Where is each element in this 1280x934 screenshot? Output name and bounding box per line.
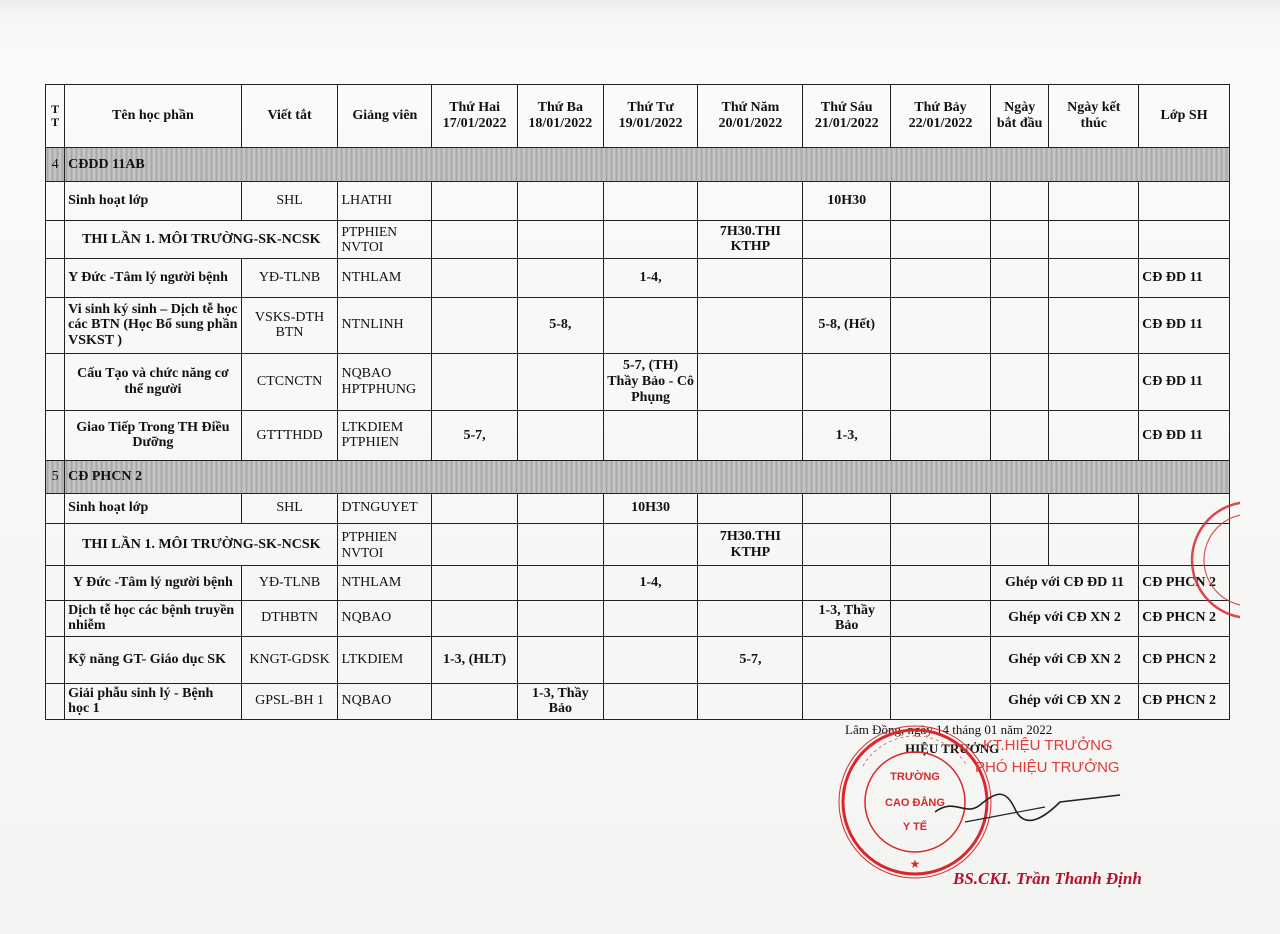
thu-cell: 5-7, (698, 637, 803, 683)
abbr-cell: CTCNCTN (241, 354, 338, 411)
section-row (46, 461, 1230, 493)
abbr-cell: KNGT-GDSK (241, 637, 338, 683)
seal-star-icon: ★ (909, 857, 921, 871)
note-cell: Ghép với CĐ ĐD 11 (990, 566, 1138, 600)
lecturer-cell: LTKDIEM (338, 637, 432, 683)
lecturer-cell: PTPHIEN NVTOI (338, 220, 432, 258)
course-cell: Y Đức -Tâm lý người bệnh (65, 259, 241, 297)
lecturer-cell: NQBAO (338, 683, 432, 720)
stamp-line1: KT.HIỆU TRƯỞNG (983, 737, 1113, 754)
fri-cell: 1-3, (803, 410, 891, 461)
header-sat: Thứ Bảy 22/01/2022 (891, 85, 991, 148)
seal-center-line3: Y TẾ (902, 821, 928, 833)
abbr-cell: SHL (241, 493, 338, 523)
header-thu: Thứ Năm 20/01/2022 (698, 85, 803, 148)
fri-cell: 10H30 (803, 182, 891, 220)
note-cell: Ghép với CĐ XN 2 (990, 683, 1138, 720)
table-row (46, 637, 1230, 683)
abbr-cell: YĐ-TLNB (241, 566, 338, 600)
course-cell: Giao Tiếp Trong TH Điều Dưỡng (65, 410, 241, 461)
header-course: Tên học phần (65, 85, 241, 148)
header-class: Lớp SH (1139, 85, 1230, 148)
header-end: Ngày kết thúc (1049, 85, 1139, 148)
place-date: Lâm Đồng, ngày 14 tháng 01 năm 2022 (845, 722, 1053, 737)
table-row (46, 220, 1230, 258)
header-start: Ngày bắt đầu (990, 85, 1048, 148)
header-tt: T T (46, 85, 65, 148)
lecturer-cell: PTPHIEN NVTOI (338, 523, 432, 565)
mon-cell: 1-3, (HLT) (432, 637, 518, 683)
abbr-cell: GTTTHDD (241, 410, 338, 461)
table-row (46, 566, 1230, 600)
lecturer-cell: DTNGUYET (338, 493, 432, 523)
wed-cell: 10H30 (603, 493, 698, 523)
signer-title: HIỆU TRƯỞNG (905, 741, 1000, 756)
abbr-cell: VSKS-DTH BTN (241, 297, 338, 354)
section-number: 4 (46, 148, 65, 182)
abbr-cell: GPSL-BH 1 (241, 683, 338, 720)
side-seal-fragment (1180, 490, 1240, 630)
table-row (46, 182, 1230, 220)
tue-cell: 1-3, Thầy Bảo (517, 683, 603, 720)
table-row (46, 683, 1230, 720)
header-wed: Thứ Tư 19/01/2022 (603, 85, 698, 148)
wed-cell: 1-4, (603, 566, 698, 600)
fri-cell: 5-8, (Hết) (803, 297, 891, 354)
fri-cell: 1-3, Thầy Bảo (803, 600, 891, 636)
class-cell: CĐ PHCN 2 (1139, 683, 1230, 720)
handwritten-signature (925, 777, 1125, 837)
lecturer-cell: NTNLINH (338, 297, 432, 354)
signer-name: BS.CKI. Trần Thanh Định (953, 869, 1142, 888)
header-fri: Thứ Sáu 21/01/2022 (803, 85, 891, 148)
lecturer-cell: NTHLAM (338, 259, 432, 297)
course-cell: Y Đức -Tâm lý người bệnh (65, 566, 241, 600)
section-title: CĐDD 11AB (65, 148, 1230, 182)
table-row (46, 354, 1230, 411)
course-cell: Sinh hoạt lớp (65, 182, 241, 220)
section-title: CĐ PHCN 2 (65, 461, 1230, 493)
signature-block (835, 722, 1195, 922)
wed-cell: 1-4, (603, 259, 698, 297)
class-cell: CĐ PHCN 2 (1139, 600, 1230, 636)
note-cell: Ghép với CĐ XN 2 (990, 600, 1138, 636)
table-row (46, 259, 1230, 297)
header-lecturer: Giảng viên (338, 85, 432, 148)
thu-cell: 7H30.THI KTHP (698, 220, 803, 258)
table-row (46, 600, 1230, 636)
table-row (46, 523, 1230, 565)
class-cell: CĐ PHCN 2 (1139, 637, 1230, 683)
course-cell: Giải phẫu sinh lý - Bệnh học 1 (65, 683, 241, 720)
header-row (46, 85, 1230, 148)
tue-cell: 5-8, (517, 297, 603, 354)
course-cell: Vi sinh ký sinh – Dịch tễ học các BTN (Học Bổ sung phần VSKST ) (65, 297, 241, 354)
class-cell: CĐ PHCN 2 (1139, 566, 1230, 600)
class-cell: CĐ ĐD 11 (1139, 259, 1230, 297)
course-cell: Cấu Tạo và chức năng cơ thể người (65, 354, 241, 411)
lecturer-cell: NQBAO (338, 600, 432, 636)
table-row (46, 493, 1230, 523)
section-number: 5 (46, 461, 65, 493)
lecturer-cell: LHATHI (338, 182, 432, 220)
lecturer-cell: LTKDIEM PTPHIEN (338, 410, 432, 461)
wed-cell: 5-7, (TH) Thầy Bảo - Cô Phụng (603, 354, 698, 411)
mon-cell: 5-7, (432, 410, 518, 461)
note-cell: Ghép với CĐ XN 2 (990, 637, 1138, 683)
class-cell: CĐ ĐD 11 (1139, 354, 1230, 411)
course-cell: Dịch tễ học các bệnh truyền nhiễm (65, 600, 241, 636)
class-cell: CĐ ĐD 11 (1139, 297, 1230, 354)
thu-cell: 7H30.THI KTHP (698, 523, 803, 565)
course-cell: Sinh hoạt lớp (65, 493, 241, 523)
abbr-cell: SHL (241, 182, 338, 220)
header-tue: Thứ Ba 18/01/2022 (517, 85, 603, 148)
header-abbr: Viết tắt (241, 85, 338, 148)
course-cell: Kỹ năng GT- Giáo dục SK (65, 637, 241, 683)
seal-center-line2: CAO ĐẲNG (885, 797, 945, 809)
lecturer-cell: NQBAO HPTPHUNG (338, 354, 432, 411)
stamp-line2: PHÓ HIỆU TRƯỞNG (975, 759, 1120, 776)
header-mon: Thứ Hai 17/01/2022 (432, 85, 518, 148)
schedule-table (45, 84, 1230, 720)
table-row (46, 297, 1230, 354)
course-cell: THI LẦN 1. MÔI TRƯỜNG-SK-NCSK (65, 220, 338, 258)
class-cell: CĐ ĐD 11 (1139, 410, 1230, 461)
abbr-cell: DTHBTN (241, 600, 338, 636)
table-row (46, 410, 1230, 461)
course-cell: THI LẦN 1. MÔI TRƯỜNG-SK-NCSK (65, 523, 338, 565)
seal-center-line1: TRƯỜNG (890, 771, 940, 783)
abbr-cell: YĐ-TLNB (241, 259, 338, 297)
lecturer-cell: NTHLAM (338, 566, 432, 600)
section-row (46, 148, 1230, 182)
